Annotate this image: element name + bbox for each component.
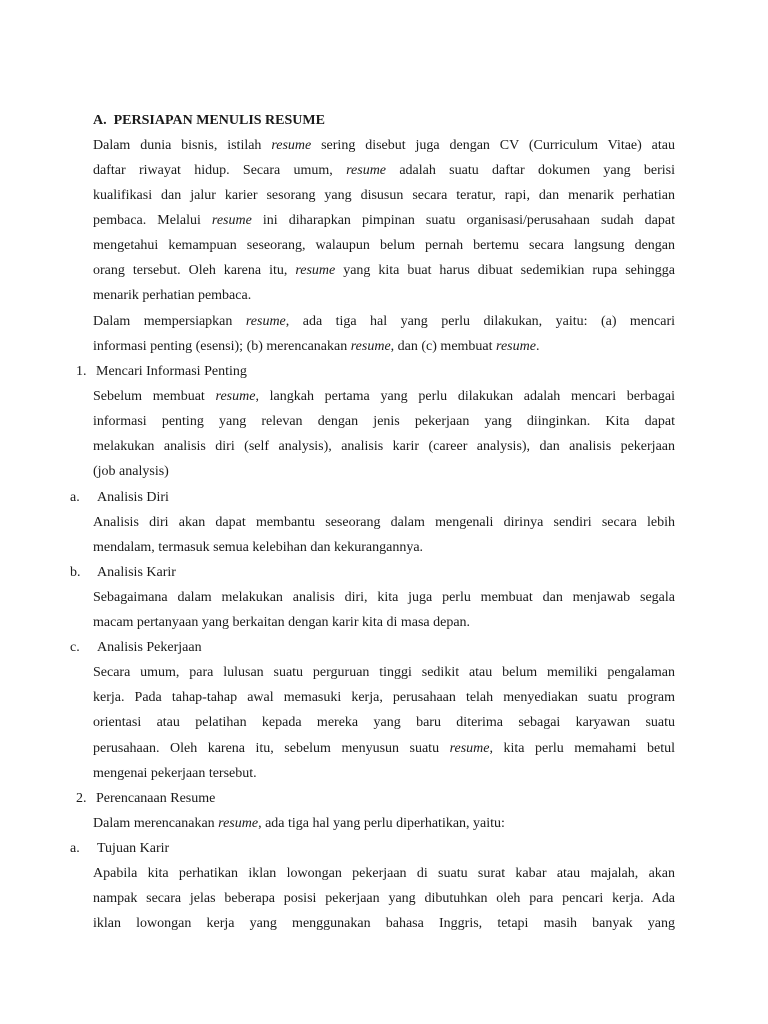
list-item-title: Analisis Pekerjaan (97, 640, 202, 655)
list-marker: 2. (76, 791, 87, 806)
paragraph-line: daftar riwayat hidup. Secara umum, resume adalah suatu daftar dokumen yang berisi (93, 163, 675, 178)
resume-term: resume (211, 213, 252, 228)
resume-term: resume (215, 389, 256, 404)
paragraph-line: macam pertanyaan yang berkaitan dengan karir kita di masa depan. (93, 615, 471, 630)
resume-term: resume (496, 339, 536, 354)
paragraph-line: Apabila kita perhatikan iklan lowongan pekerjaan di suatu surat kabar atau majalah, akan (93, 866, 675, 881)
paragraph-line: (job analysis) (93, 464, 169, 479)
paragraph-line: Secara umum, para lulusan suatu perguruan tinggi sedikit atau belum memiliki pengalaman (93, 665, 675, 680)
list-marker: 1. (76, 364, 87, 379)
list-item-title: Analisis Karir (97, 565, 176, 580)
paragraph-line: melakukan analisis diri (self analysis), analisis karir (career analysis), dan analisis pekerjaan (93, 439, 675, 454)
resume-term: resume (295, 263, 336, 278)
paragraph-line: informasi penting yang relevan dengan jenis pekerjaan yang diinginkan. Kita dapat (93, 414, 675, 429)
paragraph-line: menarik perhatian pembaca. (93, 288, 252, 303)
paragraph-line: Analisis diri akan dapat membantu seseorang dalam mengenali dirinya sendiri secara lebih (93, 515, 675, 530)
paragraph-line: mengetahui kemampuan seseorang, walaupun belum pernah bertemu secara langsung dengan (93, 238, 675, 253)
resume-term: resume (449, 741, 490, 756)
list-item-heading (70, 564, 176, 582)
list-item-heading (70, 489, 169, 507)
paragraph-line: Dalam dunia bisnis, istilah resume sering disebut juga dengan CV (Curriculum Vitae) atau (93, 138, 675, 153)
paragraph-line: mendalam, termasuk semua kelebihan dan kekurangannya. (93, 540, 424, 555)
resume-term: resume (218, 816, 259, 831)
paragraph-line: pembaca. Melalui resume ini diharapkan pimpinan suatu organisasi/perusahaan sudah dapat (93, 213, 675, 228)
paragraph-line: kualifikasi dan jalur karier sesorang yang disusun secara teratur, rapi, dan menarik perhatian (93, 188, 675, 203)
paragraph-line: mengenai pekerjaan tersebut. (93, 766, 257, 781)
list-item-heading (70, 639, 202, 657)
paragraph-line: nampak secara jelas beberapa posisi pekerjaan yang dibutuhkan oleh para pencari kerja. Ada (93, 891, 675, 906)
paragraph-line: orang tersebut. Oleh karena itu, resume yang kita buat harus dibuat sedemikian rupa sehingga (93, 263, 675, 278)
list-marker: b. (70, 565, 81, 580)
list-item-title: Analisis Diri (97, 490, 169, 505)
list-marker: c. (70, 640, 80, 655)
list-marker: a. (70, 841, 80, 856)
resume-term: resume (350, 339, 391, 354)
resume-term: resume (271, 138, 312, 153)
list-item-title: Mencari Informasi Penting (96, 364, 247, 379)
resume-term: resume (245, 314, 286, 329)
list-item-heading (76, 363, 247, 381)
section-heading (93, 112, 325, 130)
paragraph-line: orientasi atau pelatihan kepada mereka yang baru diterima sebagai karyawan suatu (93, 715, 675, 730)
list-item-heading (70, 840, 170, 858)
list-item-heading (76, 790, 216, 808)
paragraph-line: Dalam merencanakan resume, ada tiga hal yang perlu diperhatikan, yaitu: (93, 816, 505, 831)
section-title: PERSIAPAN MENULIS RESUME (113, 113, 325, 128)
list-marker: a. (70, 490, 80, 505)
list-item-title: Perencanaan Resume (96, 791, 216, 806)
paragraph-line: iklan lowongan kerja yang menggunakan bahasa Inggris, tetapi masih banyak yang (93, 916, 675, 931)
paragraph-line: Dalam mempersiapkan resume, ada tiga hal yang perlu dilakukan, yaitu: (a) mencari (93, 314, 676, 329)
paragraph-line: Sebagaimana dalam melakukan analisis diri, kita juga perlu membuat dan menjawab segala (93, 590, 675, 605)
paragraph-line: Sebelum membuat resume, langkah pertama yang perlu dilakukan adalah mencari berbagai (93, 389, 675, 404)
paragraph-line: informasi penting (esensi); (b) merencanakan resume, dan (c) membuat resume. (93, 339, 540, 354)
resume-term: resume (346, 163, 387, 178)
paragraph-line: kerja. Pada tahap-tahap awal memasuki kerja, perusahaan telah menyediakan suatu program (93, 690, 675, 705)
paragraph-line: perusahaan. Oleh karena itu, sebelum menyusun suatu resume, kita perlu memahami betul (93, 741, 676, 756)
list-item-title: Tujuan Karir (97, 841, 170, 856)
section-marker: A. (93, 113, 107, 128)
